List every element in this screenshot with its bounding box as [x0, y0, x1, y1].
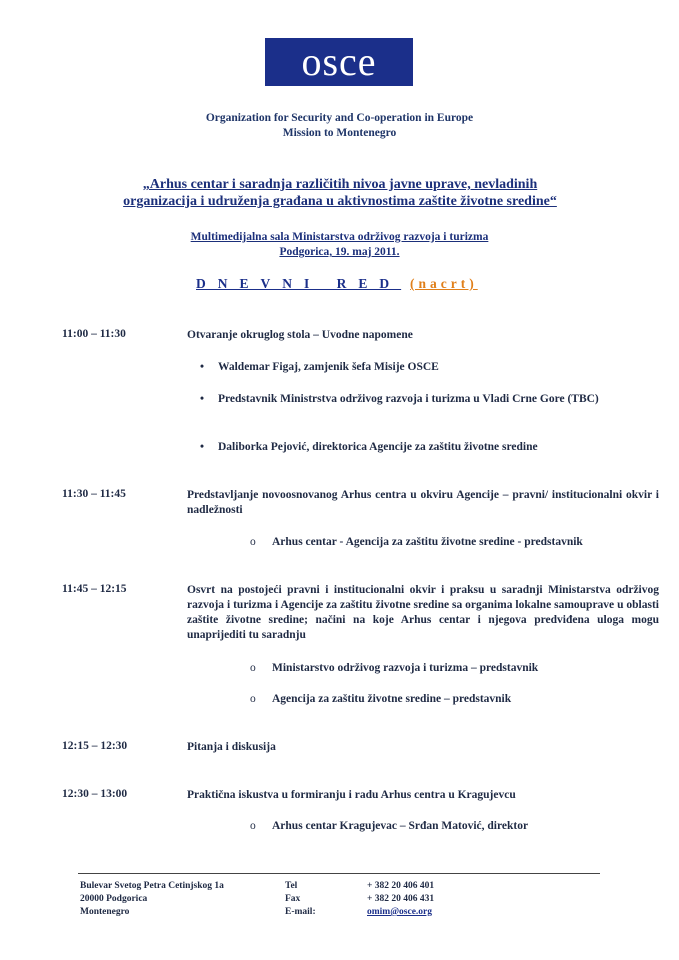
sub-item [250, 692, 670, 707]
logo-text: osce [301, 39, 377, 84]
venue-line: Multimedijalna sala Ministarstva održivog razvoja i turizma [190, 231, 489, 243]
organization-name: Organization for Security and Co-operation in Europe [205, 112, 474, 124]
agenda-time: 12:30 – 13:00 [62, 788, 128, 800]
circle-bullet-icon: o [250, 536, 256, 548]
footer-divider [78, 873, 600, 874]
agenda-time: 11:45 – 12:15 [62, 583, 127, 595]
bullet-item [200, 440, 660, 455]
agenda-heading: DNEVNI RED [196, 276, 402, 291]
sub-item [250, 819, 670, 834]
bullet-text: Daliborka Pejović, direktorica Agencije za zaštitu životne sredine [218, 441, 538, 453]
footer-address [80, 880, 224, 919]
agenda-description: Predstavljanje novoosnovanog Arhus centra u okviru Agencije – pravni/ institucionalni okvir i nadležnosti [187, 489, 659, 516]
address-line: Bulevar Svetog Petra Cetinjskog 1a [80, 881, 224, 891]
bullet-icon: • [200, 393, 205, 405]
email-link[interactable]: omim@osce.org [367, 907, 433, 917]
fax-label: Fax [285, 894, 301, 904]
sub-item-text: Ministarstvo održivog razvoja i turizma – predstavnik [272, 662, 539, 674]
agenda-time: 12:15 – 12:30 [62, 740, 128, 752]
email-label: E-mail: [285, 907, 316, 917]
address-line: Montenegro [80, 907, 130, 917]
bullet-text: Waldemar Figaj, zamjenik šefa Misije OSCE [218, 361, 439, 373]
bullet-item [200, 360, 660, 375]
agenda-description: Praktična iskustva u formiranju i radu Arhus centra u Kragujevcu [187, 789, 516, 801]
address-line: 20000 Podgorica [80, 894, 148, 904]
date-line: Podgorica, 19. maj 2011. [279, 246, 400, 258]
circle-bullet-icon: o [250, 693, 256, 705]
bullet-text: Predstavnik Ministrstva održivog razvoja i turizma u Vladi Crne Gore (TBC) [218, 393, 599, 405]
tel-value: + 382 20 406 401 [367, 881, 435, 891]
sub-item [250, 661, 670, 676]
agenda-description: Otvaranje okruglog stola – Uvodne napomene [187, 329, 413, 341]
document-title-line-2: organizacija i udruženja građana u aktivnostima zaštite životne sredine“ [123, 194, 557, 209]
document-title-line-1: „Arhus centar i saradnja različitih nivoa javne uprave, nevladinih [142, 177, 538, 192]
fax-value: + 382 20 406 431 [367, 894, 435, 904]
circle-bullet-icon: o [250, 662, 256, 674]
sub-item-text: Arhus centar - Agencija za zaštitu životne sredine - predstavnik [272, 536, 583, 548]
tel-label: Tel [285, 881, 298, 891]
bullet-item [200, 392, 660, 407]
footer-contact-values [367, 880, 434, 919]
bullet-icon: • [200, 361, 205, 373]
agenda-description: Osvrt na postojeći pravni i institucionalni okvir i praksu u saradnji Ministarstva održivog razvoja i turizma i Agencije za zaštitu životne sredine sa organima lokalne samouprave u oblasti zaštite životne sredine; načini na koje Arhus centar i njegova predviđena uloga mogu unaprijediti tu saradnju [187, 584, 659, 641]
osce-logo [265, 38, 413, 86]
draft-status: (nacrt) [410, 276, 478, 291]
sub-item [250, 535, 670, 550]
sub-item-text: Agencija za zaštitu životne sredine – predstavnik [272, 693, 512, 705]
mission-name: Mission to Montenegro [282, 127, 397, 139]
agenda-time: 11:00 – 11:30 [62, 328, 126, 340]
agenda-description: Pitanja i diskusija [187, 741, 276, 753]
circle-bullet-icon: o [250, 820, 256, 832]
footer-contact-labels [285, 880, 316, 919]
agenda-time: 11:30 – 11:45 [62, 488, 126, 500]
bullet-icon: • [200, 441, 205, 453]
sub-item-text: Arhus centar Kragujevac – Srđan Matović, direktor [272, 820, 529, 832]
